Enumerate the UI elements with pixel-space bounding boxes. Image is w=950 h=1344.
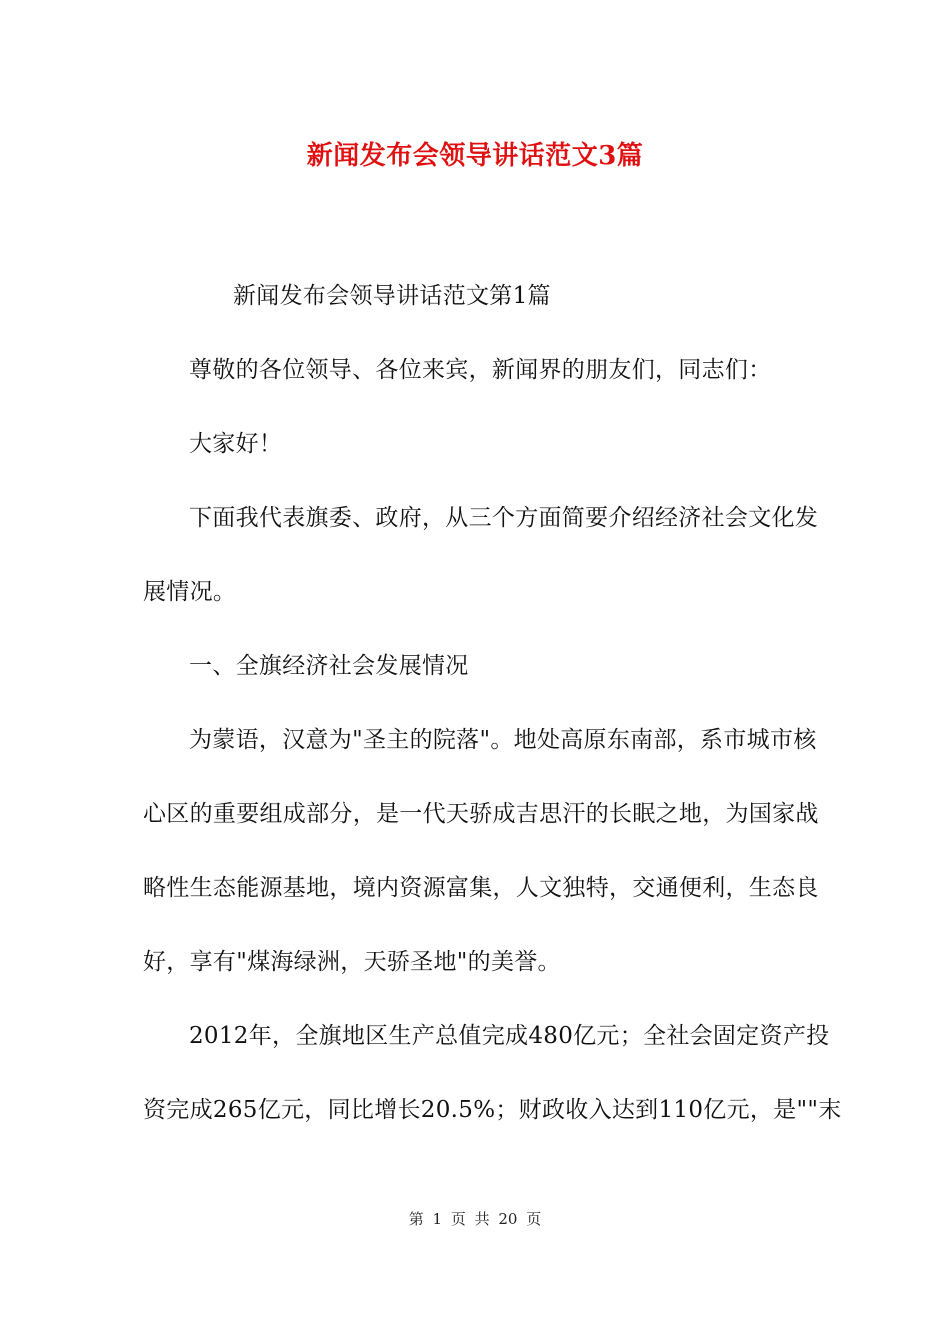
overview-paragraph-line-3: 略性生态能源基地，境内资源富集，人文独特，交通便利，生态良 [143,875,819,901]
greeting-paragraph: 大家好！ [189,431,283,457]
salutation-paragraph: 尊敬的各位领导、各位来宾，新闻界的朋友们，同志们： [189,357,772,383]
intro-paragraph-line-2: 展情况。 [143,579,237,605]
overview-paragraph-line-1: 为蒙语，汉意为"圣主的院落"。地处高原东南部，系市城市核 [189,727,817,753]
statistics-paragraph-line-1: 2012年，全旗地区生产总值完成480亿元；全社会固定资产投 [189,1023,830,1049]
page-number-footer: 第 1 页 共 20 页 [408,1210,542,1228]
section-heading-2: 一、全旗经济社会发展情况 [189,653,469,679]
document-title: 新闻发布会领导讲话范文3篇 [306,141,644,171]
overview-paragraph-line-4: 好，享有"煤海绿洲，天骄圣地"的美誉。 [143,949,561,975]
section-heading-1: 新闻发布会领导讲话范文第1篇 [233,283,551,309]
statistics-paragraph-line-2: 资完成265亿元，同比增长20.5%；财政收入达到110亿元，是""末 [143,1097,842,1123]
intro-paragraph-line-1: 下面我代表旗委、政府，从三个方面简要介绍经济社会文化发 [189,505,819,531]
overview-paragraph-line-2: 心区的重要组成部分，是一代天骄成吉思汗的长眠之地，为国家战 [143,801,819,827]
